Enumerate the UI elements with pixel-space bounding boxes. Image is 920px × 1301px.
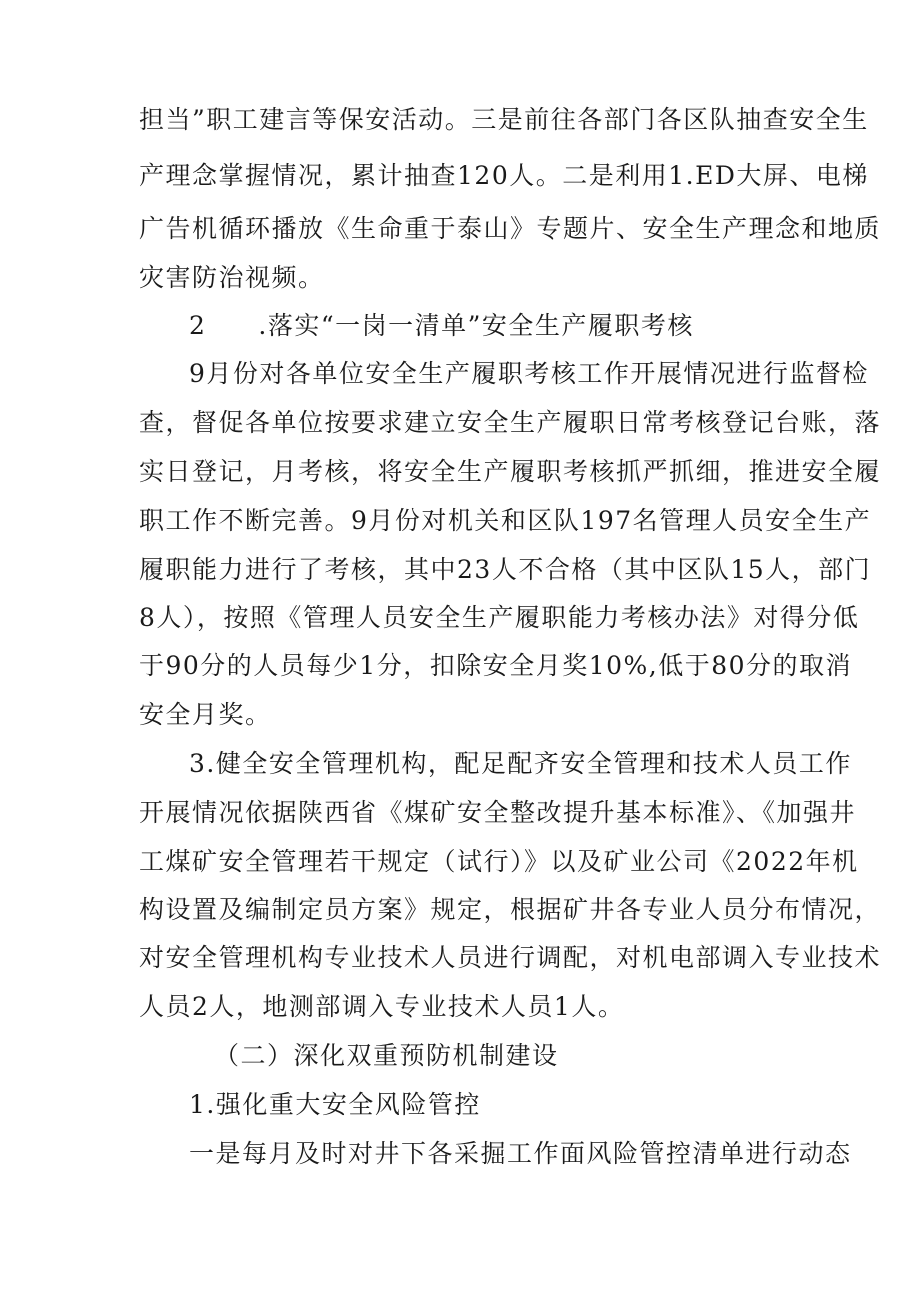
paragraph-line: 查，督促各单位按要求建立安全生产履职日常考核登记台账，落 (139, 408, 882, 437)
paragraph-line: 3.健全安全管理机构，配足配齐安全管理和技术人员工作 (189, 749, 852, 778)
paragraph-line: 灾害防治视频。 (139, 263, 325, 292)
paragraph-line: 一是每月及时对井下各采掘工作面风险管控清单进行动态 (189, 1139, 852, 1168)
subheading (189, 310, 694, 342)
paragraph-line: 广告机循环播放《生命重于泰山》专题片、安全生产理念和地质 (139, 214, 882, 243)
paragraph-line: 构设置及编制定员方案》规定，根据矿井各专业人员分布情况， (139, 895, 882, 924)
paragraph-line: 对安全管理机构专业技术人员进行调配，对机电部调入专业技术 (139, 943, 882, 972)
subheading-title: .落实“一岗一清单”安全生产履职考核 (258, 311, 694, 340)
paragraph-line: 职工作不断完善。9月份对机关和区队197名管理人员安全生产 (139, 506, 872, 535)
paragraph-line: 9月份对各单位安全生产履职考核工作开展情况进行监督检 (189, 359, 869, 388)
paragraph-line: 履职能力进行了考核，其中23人不合格（其中区队15人，部门 (139, 555, 872, 584)
paragraph-line: 开展情况依据陕西省《煤矿安全整改提升基本标准》、《加强井 (139, 798, 857, 827)
paragraph-line: 担当”职工建言等保安活动。三是前往各部门各区队抽查安全生 (139, 105, 869, 134)
paragraph-line: 工煤矿安全管理若干规定（试行）》以及矿业公司《2022年机 (139, 847, 859, 876)
paragraph-line: 安全月奖。 (139, 700, 272, 729)
paragraph-line: 8人），按照《管理人员安全生产履职能力考核办法》对得分低 (139, 603, 860, 632)
subheading-number: 2 (189, 311, 207, 340)
paragraph-line: 人员2人，地测部调入专业技术人员1人。 (139, 992, 625, 1021)
paragraph-line: 实日登记，月考核，将安全生产履职考核抓严抓细，推进安全履 (139, 457, 882, 486)
paragraph-line: 产理念掌握情况，累计抽查120人。二是利用1.ED大屏、电梯 (139, 161, 869, 190)
subheading: 1.强化重大安全风险管控 (189, 1090, 481, 1119)
section-heading: （二）深化双重预防机制建设 (214, 1041, 559, 1070)
paragraph-line: 于90分的人员每少1分，扣除安全月奖10%,低于80分的取消 (139, 651, 853, 680)
